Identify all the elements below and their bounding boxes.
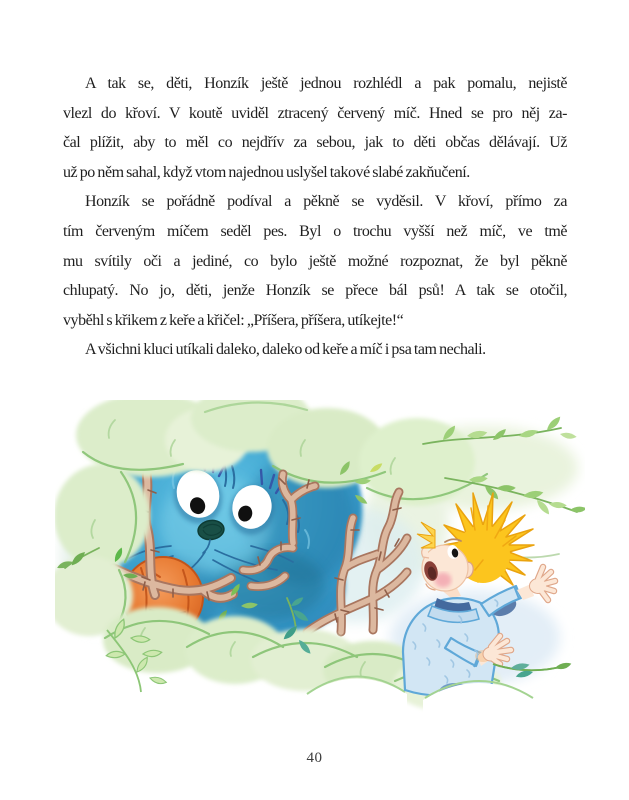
text-line: vyběhl s křikem z keře a křičel: „Příšera, příšera, utíkejte!“ — [63, 311, 404, 329]
paragraph — [63, 187, 567, 335]
text-line: Honzík se pořádně podíval a pěkně se vyděsil. V křoví, přímo za — [85, 193, 567, 211]
text-line: už po něm sahal, když vtom najednou uslyšel takové slabé zakňučení. — [63, 163, 470, 181]
text-line: A všichni kluci utíkali daleko, daleko od keře a míč i psa tam nechali. — [85, 341, 486, 359]
text-line: čal plížit, aby to měl co nejdřív za sebou, jak to děti občas dělávají. Už — [63, 134, 567, 152]
paragraph — [63, 335, 567, 365]
page-number: 40 — [306, 750, 323, 766]
illustration — [55, 400, 585, 715]
text-line: mu svítily oči a jediné, co bylo ještě možné rozpoznat, že byl pěkně — [63, 252, 567, 270]
illustration-svg — [55, 400, 585, 715]
text-line: chlupatý. No jo, děti, jenže Honzík se přece bál psů! A tak se otočil, — [63, 282, 567, 300]
story-text — [63, 69, 567, 365]
paragraph — [63, 69, 567, 187]
text-line: tím červeným míčem seděl pes. Byl o trochu vyšší než míč, ve tmě — [63, 222, 567, 240]
text-line: vlezl do křoví. V koutě uviděl ztracený červený míč. Hned se pro něj za- — [63, 104, 567, 122]
text-line: A tak se, děti, Honzík ještě jednou rozhlédl a pak pomalu, nejistě — [85, 75, 567, 92]
